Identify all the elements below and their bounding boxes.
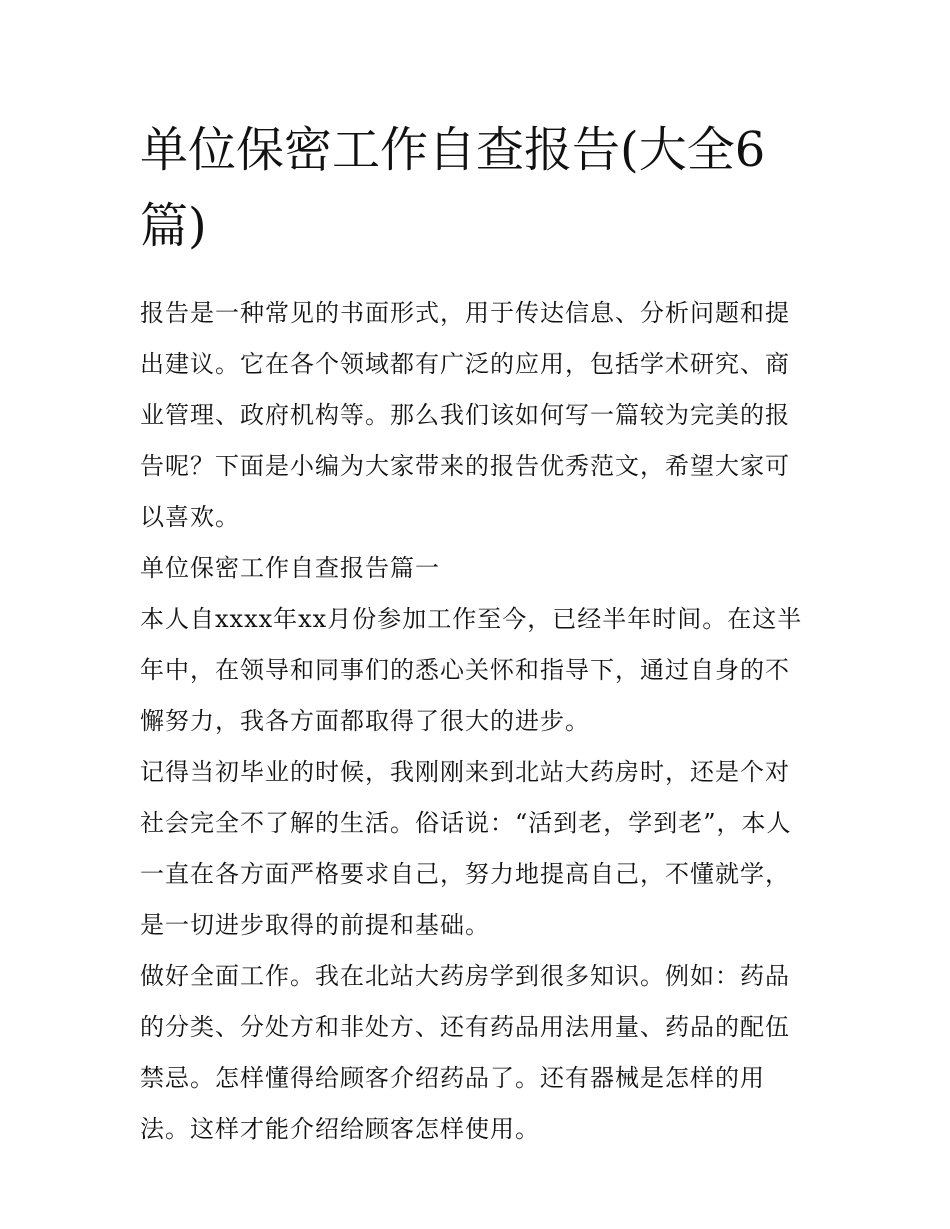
section-heading: 单位保密工作自查报告篇一: [140, 554, 440, 582]
body-paragraph: 本人自xxxx年xx月份参加工作至今，已经半年时间。在这半年中，在领导和同事们的悉心关怀和指导下，通过自身的不懈努力，我各方面都取得了很大的进步。: [140, 605, 803, 735]
body-paragraph: 做好全面工作。我在北站大药房学到很多知识。例如：药品的分类、分处方和非处方、还有药品用法用量、药品的配伍禁忌。怎样懂得给顾客介绍药品了。还有器械是怎样的用法。这样才能介绍给顾客怎样使用。: [140, 962, 790, 1143]
document-body: [140, 112, 812, 1155]
intro-paragraph: 报告是一种常见的书面形式，用于传达信息、分析问题和提出建议。它在各个领域都有广泛的应用，包括学术研究、商业管理、政府机构等。那么我们该如何写一篇较为完美的报告呢？下面是小编为大家带来的报告优秀范文，希望大家可以喜欢。: [140, 299, 790, 531]
document-title: 单位保密工作自查报告(大全6篇): [140, 122, 766, 254]
body-paragraph: 记得当初毕业的时候，我刚刚来到北站大药房时，还是个对社会完全不了解的生活。俗话说：“活到老，学到老”，本人一直在各方面严格要求自己，努力地提高自己，不懂就学，是一切进步取得的前提和基础。: [140, 758, 792, 939]
